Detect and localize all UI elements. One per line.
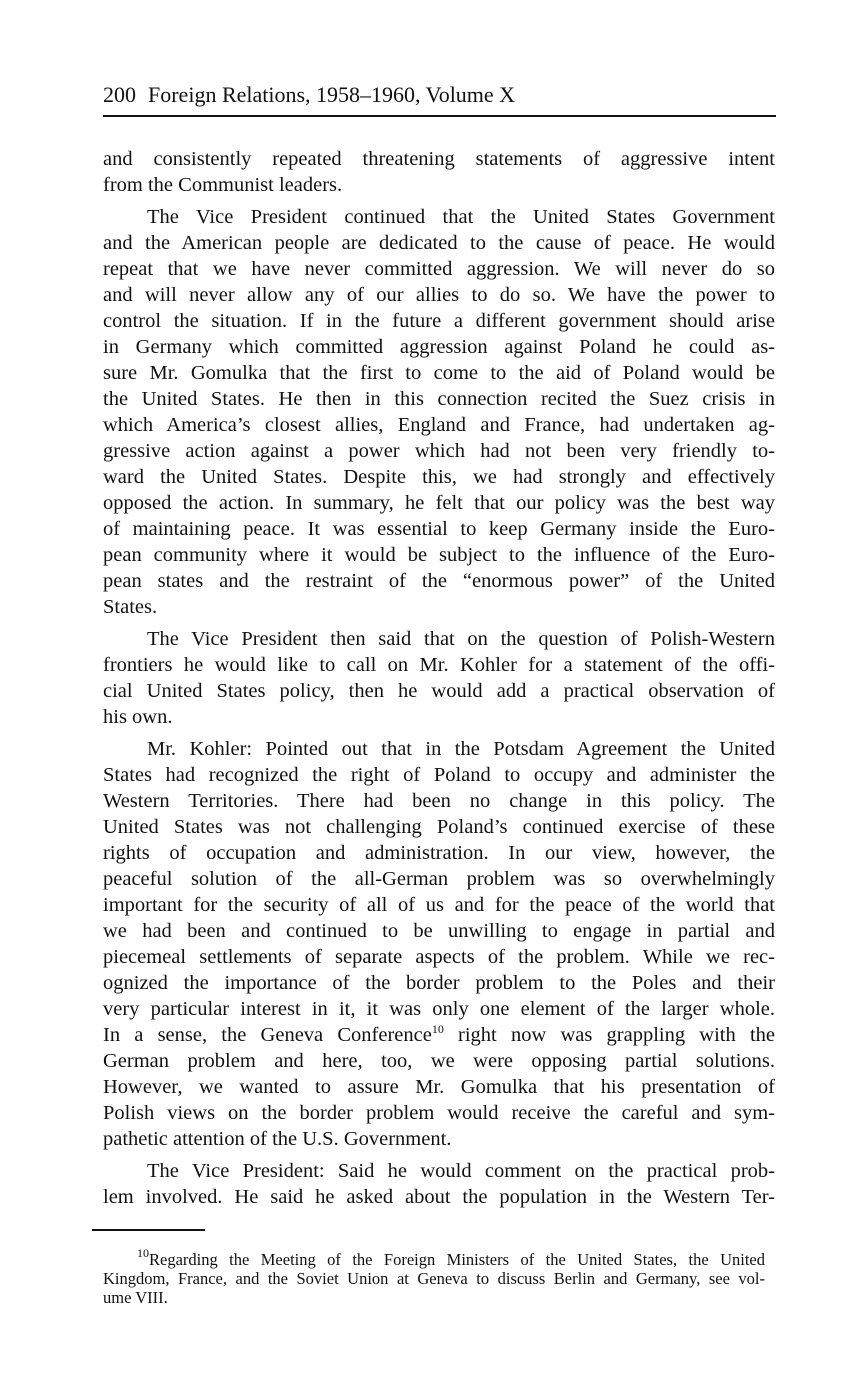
footnote-rule	[92, 1229, 205, 1231]
text-line: frontiers he would like to call on Mr. Kohler for a statement of the offi-	[103, 654, 775, 676]
paragraph	[103, 146, 775, 198]
text-line: ognized the importance of the border problem to the Poles and their	[103, 972, 775, 994]
footnote-line: ume VIII.	[103, 1288, 168, 1307]
text-line: pean states and the restraint of the “enormous power” of the United	[103, 570, 775, 592]
text-line: from the Communist leaders.	[103, 174, 343, 196]
publication-title: Foreign Relations, 1958–1960, Volume X	[148, 82, 516, 107]
text-line: States.	[103, 596, 158, 618]
text-line: very particular interest in it, it was only one element of the larger whole.	[103, 998, 775, 1020]
text-line: control the situation. If in the future a different government should arise	[103, 310, 775, 332]
text-line: The Vice President then said that on the question of Polish-Western	[147, 628, 775, 650]
body-text	[103, 146, 775, 1216]
text-line: The Vice President continued that the United States Government	[147, 206, 775, 228]
text-line: of maintaining peace. It was essential to keep Germany inside the Euro-	[103, 518, 775, 540]
text-line: rights of occupation and administration. In our view, however, the	[103, 842, 775, 864]
text-line: German problem and here, too, we were opposing partial solutions.	[103, 1050, 775, 1072]
text-line: and consistently repeated threatening statements of aggressive intent	[103, 148, 775, 170]
text-line: sure Mr. Gomulka that the first to come to the aid of Poland would be	[103, 362, 775, 384]
text-line: lem involved. He said he asked about the population in the Western Ter-	[103, 1186, 775, 1208]
paragraph	[103, 736, 775, 1152]
text-line: cial United States policy, then he would add a practical observation of	[103, 680, 775, 702]
text-line: opposed the action. In summary, he felt that our policy was the best way	[103, 492, 775, 514]
text-line: In a sense, the Geneva Conference$^{10}$ right now was grappling with the	[103, 1022, 775, 1046]
footnote-reference[interactable]: 10	[431, 1022, 444, 1036]
paragraph	[103, 1158, 775, 1210]
text-line: Polish views on the border problem would receive the careful and sym-	[103, 1102, 775, 1124]
paragraph	[103, 204, 775, 620]
text-line: important for the security of all of us and for the peace of the world that	[103, 894, 775, 916]
text-line: ward the United States. Despite this, we had strongly and effectively	[103, 466, 775, 488]
text-line: The Vice President: Said he would comment on the practical prob-	[147, 1160, 775, 1182]
text-line: repeat that we have never committed aggression. We will never do so	[103, 258, 775, 280]
footnote-line: Kingdom, France, and the Soviet Union at Geneva to discuss Berlin and Germany, see vol-	[103, 1269, 765, 1288]
text-line: in Germany which committed aggression against Poland he could as-	[103, 336, 775, 358]
text-line: peaceful solution of the all-German problem was so overwhelmingly	[103, 868, 775, 890]
text-line: States had recognized the right of Poland to occupy and administer the	[103, 764, 775, 786]
footnote	[103, 1246, 765, 1307]
footnote-line: $^{10}$Regarding the Meeting of the Foreign Ministers of the United States, the United	[137, 1246, 765, 1269]
text-line: his own.	[103, 706, 173, 728]
paragraph	[103, 626, 775, 730]
page-number: 200	[103, 82, 136, 107]
text-line: which America’s closest allies, England and France, had undertaken ag-	[103, 414, 775, 436]
text-line: gressive action against a power which had not been very friendly to-	[103, 440, 775, 462]
text-line: However, we wanted to assure Mr. Gomulka that his presentation of	[103, 1076, 775, 1098]
text-line: and will never allow any of our allies to do so. We have the power to	[103, 284, 775, 306]
running-header	[103, 82, 775, 108]
text-line: pathetic attention of the U.S. Government.	[103, 1128, 452, 1150]
text-line: piecemeal settlements of separate aspects of the problem. While we rec-	[103, 946, 775, 968]
footnote-marker: 10	[137, 1246, 149, 1260]
text-line: the United States. He then in this connection recited the Suez crisis in	[103, 388, 775, 410]
text-line: Mr. Kohler: Pointed out that in the Potsdam Agreement the United	[147, 738, 775, 760]
text-line: pean community where it would be subject to the influence of the Euro-	[103, 544, 775, 566]
text-line: and the American people are dedicated to the cause of peace. He would	[103, 232, 775, 254]
header-rule	[103, 115, 776, 117]
text-line: Western Territories. There had been no change in this policy. The	[103, 790, 775, 812]
text-line: United States was not challenging Poland’s continued exercise of these	[103, 816, 775, 838]
text-line: we had been and continued to be unwilling to engage in partial and	[103, 920, 775, 942]
